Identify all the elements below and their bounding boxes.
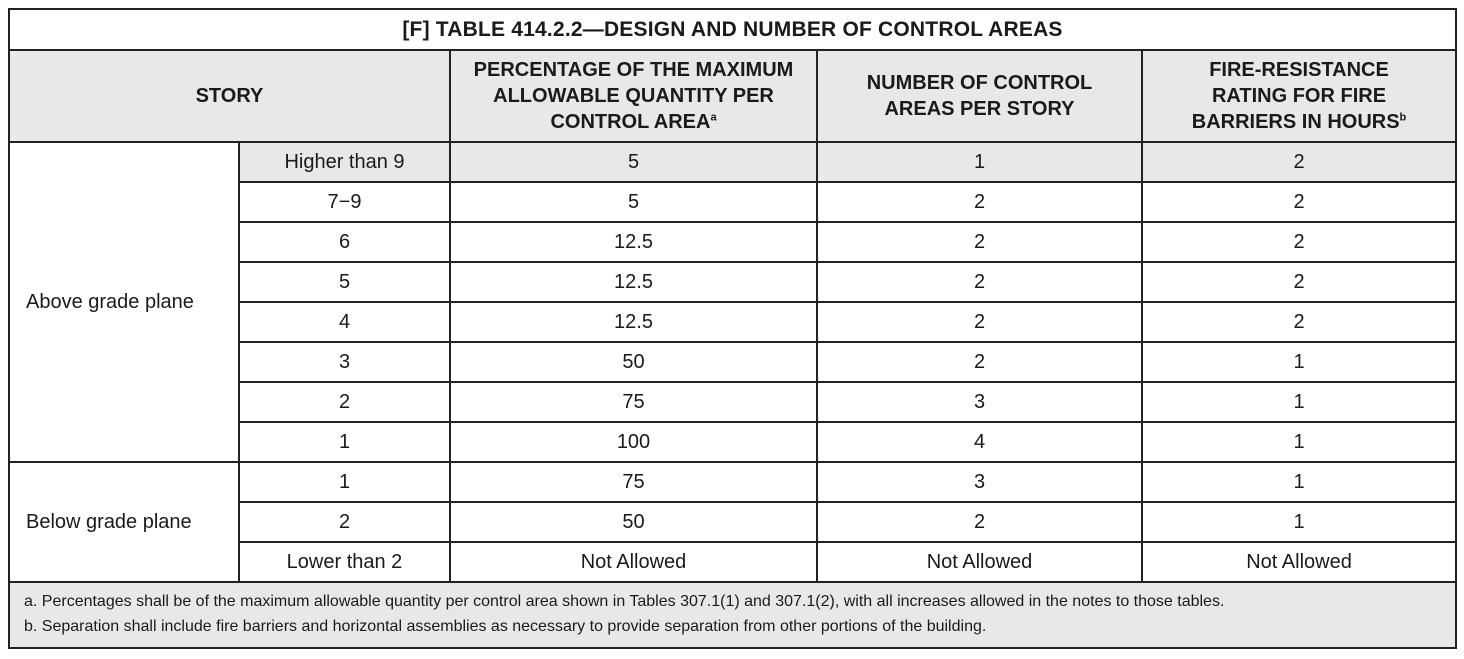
rating-cell: Not Allowed [1142, 542, 1456, 582]
number-cell: 2 [817, 262, 1142, 302]
group-above-grade: Above grade plane [9, 142, 239, 462]
rating-cell: 1 [1142, 462, 1456, 502]
percentage-cell: 50 [450, 342, 817, 382]
percentage-cell: 12.5 [450, 262, 817, 302]
footnote-a: a. Percentages shall be of the maximum allowable quantity per control area shown in Tables 307.1(1) and 307.1(2), with all increases allowed in the notes to those tables. [24, 593, 1225, 610]
percentage-cell: 12.5 [450, 222, 817, 262]
number-cell: 3 [817, 462, 1142, 502]
rating-cell: 1 [1142, 342, 1456, 382]
rating-cell: 2 [1142, 182, 1456, 222]
percentage-cell: 5 [450, 142, 817, 182]
story-cell: 2 [239, 502, 450, 542]
story-cell: 7−9 [239, 182, 450, 222]
rating-cell: 2 [1142, 302, 1456, 342]
table-row [9, 142, 1456, 182]
story-cell: Lower than 2 [239, 542, 450, 582]
number-cell: 2 [817, 182, 1142, 222]
header-percentage-footnote: a [710, 111, 717, 124]
percentage-cell: 12.5 [450, 302, 817, 342]
story-cell: 6 [239, 222, 450, 262]
story-cell: 1 [239, 422, 450, 462]
percentage-cell: 50 [450, 502, 817, 542]
story-cell: 3 [239, 342, 450, 382]
header-rating-text: FIRE-RESISTANCE RATING FOR FIRE BARRIERS IN HOURS [1191, 59, 1400, 133]
percentage-cell: 75 [450, 462, 817, 502]
header-fire-resistance-rating [1142, 50, 1456, 142]
story-cell: 2 [239, 382, 450, 422]
number-cell: 2 [817, 502, 1142, 542]
number-cell: 2 [817, 302, 1142, 342]
percentage-cell: 5 [450, 182, 817, 222]
header-rating-footnote: b [1399, 111, 1407, 124]
table-title: [F] TABLE 414.2.2—DESIGN AND NUMBER OF CONTROL AREAS [9, 9, 1456, 50]
table-row [9, 462, 1456, 502]
percentage-cell: 75 [450, 382, 817, 422]
rating-cell: 2 [1142, 262, 1456, 302]
control-areas-table-container [8, 8, 1455, 649]
rating-cell: 2 [1142, 222, 1456, 262]
rating-cell: 1 [1142, 422, 1456, 462]
percentage-cell: 100 [450, 422, 817, 462]
table-footnotes [9, 582, 1456, 648]
story-cell: 5 [239, 262, 450, 302]
group-below-grade: Below grade plane [9, 462, 239, 582]
control-areas-table [8, 8, 1457, 649]
story-cell: 4 [239, 302, 450, 342]
story-cell: 1 [239, 462, 450, 502]
header-number-of-control-areas: NUMBER OF CONTROL AREAS PER STORY [817, 50, 1142, 142]
header-percentage-text: PERCENTAGE OF THE MAXIMUM ALLOWABLE QUANTITY PER CONTROL AREA [473, 59, 794, 133]
number-cell: 1 [817, 142, 1142, 182]
number-cell: 2 [817, 222, 1142, 262]
header-story: STORY [9, 50, 450, 142]
rating-cell: 2 [1142, 142, 1456, 182]
number-cell: Not Allowed [817, 542, 1142, 582]
percentage-cell: Not Allowed [450, 542, 817, 582]
rating-cell: 1 [1142, 382, 1456, 422]
header-percentage [450, 50, 817, 142]
number-cell: 4 [817, 422, 1142, 462]
number-cell: 2 [817, 342, 1142, 382]
number-cell: 3 [817, 382, 1142, 422]
rating-cell: 1 [1142, 502, 1456, 542]
story-cell: Higher than 9 [239, 142, 450, 182]
footnote-b: b. Separation shall include fire barriers and horizontal assemblies as necessary to provide separation from other portions of the building. [24, 618, 987, 635]
